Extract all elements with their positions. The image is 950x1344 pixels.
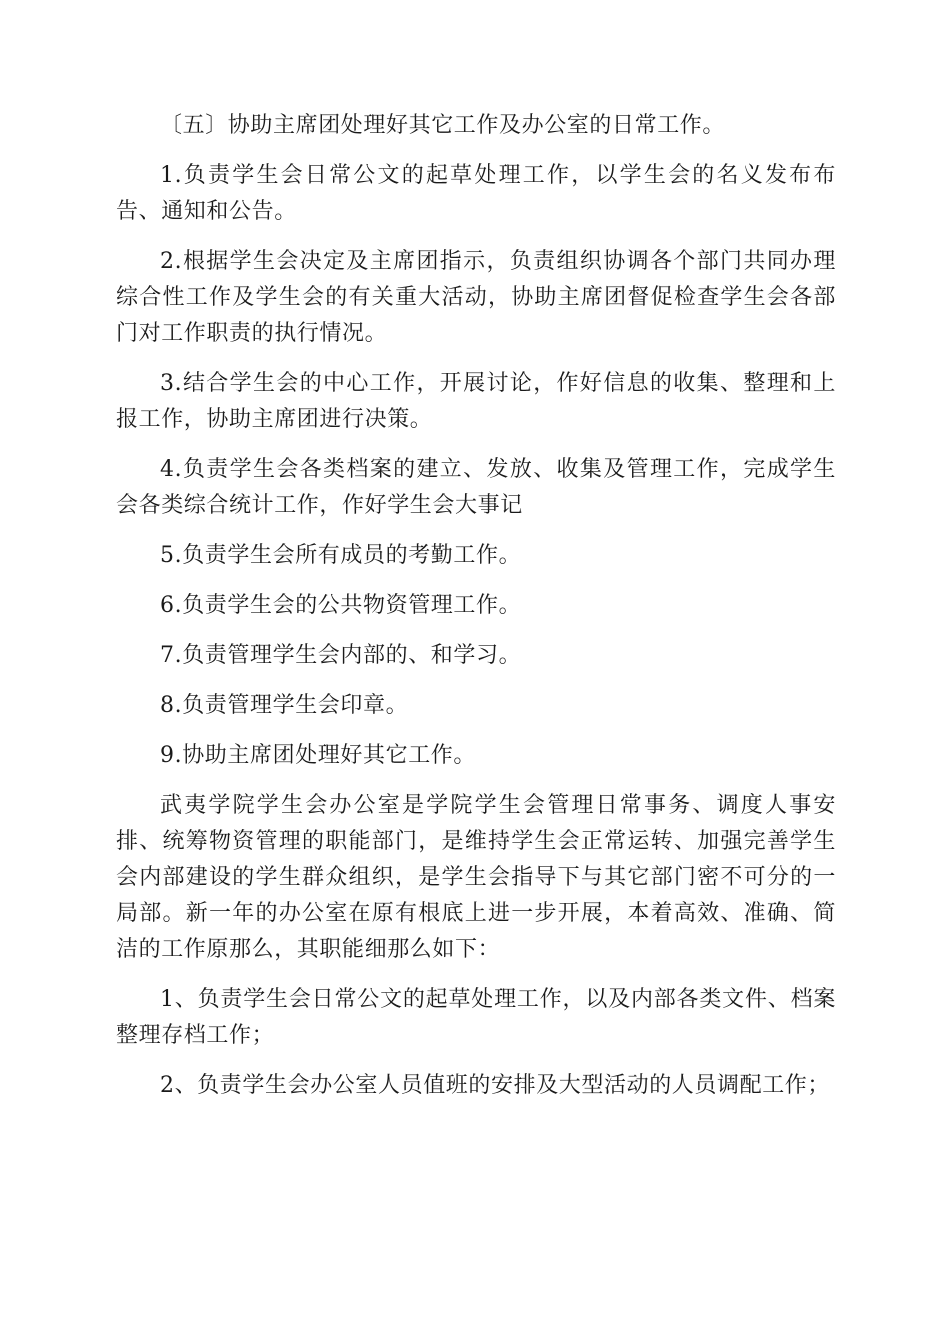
paragraph-duty-2: 2、负责学生会办公室人员值班的安排及大型活动的人员调配工作；: [160, 1073, 830, 1098]
paragraph-item-8: 8.负责管理学生会印章。: [160, 693, 409, 718]
paragraph-section-five: 〔五〕协助主席团处理好其它工作及办公室的日常工作。: [160, 113, 726, 138]
document-body: [116, 108, 836, 1118]
paragraph-item-9: 9.协助主席团处理好其它工作。: [160, 743, 476, 768]
paragraph-duty-1: 1、负责学生会日常公文的起草处理工作，以及内部各类文件、档案整理存档工作；: [116, 987, 836, 1048]
paragraph-item-3: 3.结合学生会的中心工作，开展讨论，作好信息的收集、整理和上报工作，协助主席团进行决策。: [116, 371, 836, 432]
paragraph-item-6: 6.负责学生会的公共物资管理工作。: [160, 593, 522, 618]
paragraph-office-intro: 武夷学院学生会办公室是学院学生会管理日常事务、调度人事安排、统筹物资管理的职能部门，是维持学生会正常运转、加强完善学生会内部建设的学生群众组织，是学生会指导下与其它部门密不可分的一局部。新一年的办公室在原有根底上进一步开展，本着高效、准确、简洁的工作原那么，其职能细那么如下：: [116, 793, 836, 962]
paragraph-item-7: 7.负责管理学生会内部的、和学习。: [160, 643, 522, 668]
paragraph-item-1: 1.负责学生会日常公文的起草处理工作，以学生会的名义发布布告、通知和公告。: [116, 163, 836, 224]
paragraph-item-5: 5.负责学生会所有成员的考勤工作。: [160, 543, 522, 568]
paragraph-item-4: 4.负责学生会各类档案的建立、发放、收集及管理工作，完成学生会各类综合统计工作，作好学生会大事记: [116, 457, 836, 518]
paragraph-item-2: 2.根据学生会决定及主席团指示，负责组织协调各个部门共同办理综合性工作及学生会的有关重大活动，协助主席团督促检查学生会各部门对工作职责的执行情况。: [116, 249, 836, 346]
